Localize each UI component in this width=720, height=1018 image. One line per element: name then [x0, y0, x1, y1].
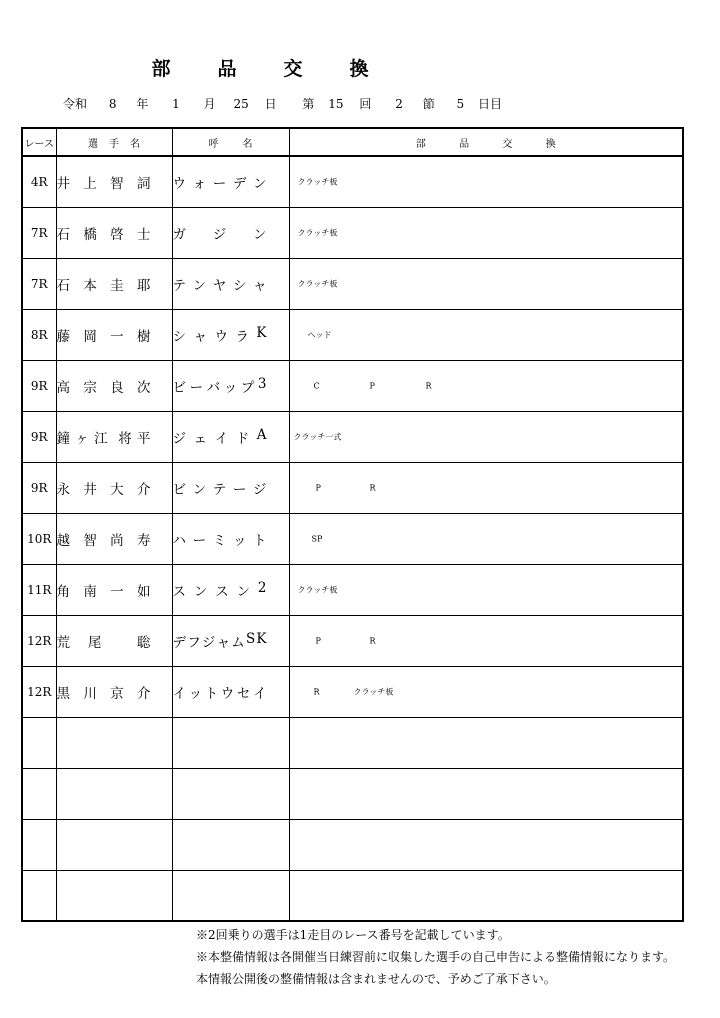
nickname-char: ー: [192, 532, 207, 549]
racer-name-char: 京: [110, 685, 124, 702]
table-row: [22, 156, 683, 207]
header-name-char: 選: [88, 138, 98, 150]
table-row: [22, 207, 683, 258]
racer-name-char: 智: [110, 175, 124, 192]
racer-name-char: 一: [110, 328, 124, 345]
session: 15: [328, 97, 344, 111]
footnote-line: ※2回乗りの選手は1走目のレース番号を記載しています。: [196, 928, 510, 942]
race-cell: 9R: [22, 411, 56, 462]
table-header-row: [22, 128, 683, 156]
racer-name-char: 江: [94, 430, 108, 447]
racer-name-cell: [56, 156, 172, 207]
header-parts-char: 交: [502, 138, 513, 150]
table-row: [22, 666, 683, 717]
nickname-char: テ: [212, 481, 227, 498]
nth-day-unit: 日目: [478, 97, 503, 111]
nickname-char: シ: [172, 328, 186, 345]
title-char: 交: [283, 58, 303, 80]
racer-name-char: 大: [110, 481, 124, 498]
year: 8: [108, 97, 117, 111]
nickname-char: イ: [172, 685, 186, 702]
nickname-char: ガ: [172, 226, 186, 243]
parts-cell: [289, 666, 683, 717]
nickname-char: ム: [231, 634, 245, 651]
racer-name-char: 黒: [56, 685, 70, 702]
nickname-char: ン: [236, 583, 251, 600]
nickname-char: バ: [206, 379, 221, 396]
parts-cell: [289, 819, 683, 870]
racer-name-char: 岡: [83, 328, 97, 345]
racer-name-char: 一: [110, 583, 124, 600]
part-entry: クラッチ板: [297, 177, 338, 187]
nickname-char: ジ: [201, 634, 216, 651]
nickname-char: ン: [253, 175, 267, 192]
racer-name-cell: [56, 360, 172, 411]
nickname-char: ッ: [232, 532, 247, 549]
part-entry: クラッチ板: [297, 585, 338, 594]
nickname-char: 2: [257, 579, 267, 596]
nickname-cell: [172, 513, 289, 564]
racer-name-char: 次: [136, 379, 151, 396]
nickname-cell: [172, 615, 289, 666]
racer-name: [57, 274, 151, 294]
racer-name-char: 鐘: [56, 430, 70, 447]
racer-name-char: 如: [136, 583, 151, 600]
parts-cell: [289, 513, 683, 564]
racer-name-char: 藤: [56, 328, 70, 345]
part-entry: R: [425, 381, 432, 390]
year-unit: 年: [136, 97, 149, 111]
racer-name-char: 南: [83, 583, 97, 600]
nickname: [173, 172, 267, 192]
nickname-char: ビ: [172, 481, 186, 498]
nickname-char: ビ: [172, 379, 186, 396]
nickname-char: デ: [232, 175, 247, 192]
parts-exchange-table: [21, 127, 684, 922]
race-cell: 11R: [22, 564, 56, 615]
racer-name-char: 石: [56, 226, 70, 243]
racer-name-char: 平: [136, 430, 151, 447]
nickname-char: テ: [172, 277, 186, 294]
parts-cell: [289, 360, 683, 411]
race-cell: 7R: [22, 258, 56, 309]
nickname-cell: [172, 207, 289, 258]
nickname-char: ド: [235, 430, 250, 447]
racer-name-cell: [56, 258, 172, 309]
racer-name: [57, 172, 151, 192]
nickname-char: フ: [187, 634, 201, 651]
nickname-char: ン: [193, 583, 208, 600]
parts-cell: [289, 870, 683, 921]
table-row: [22, 309, 683, 360]
racer-name-char: 川: [83, 685, 97, 702]
part-entry: P: [315, 483, 321, 492]
header-race: レース: [22, 128, 56, 156]
parts-cell: [289, 768, 683, 819]
nickname-char: ー: [212, 175, 227, 192]
nickname-char: ン: [192, 481, 207, 498]
nickname: [173, 682, 267, 702]
title-char: 品: [217, 58, 237, 80]
table-row: [22, 870, 683, 921]
table-row: [22, 258, 683, 309]
race-cell: 9R: [22, 360, 56, 411]
header-parts-char: 部: [415, 138, 426, 150]
part-entry: P: [369, 381, 375, 390]
nickname-char: デ: [172, 634, 186, 651]
table-row: [22, 360, 683, 411]
header-parts-char: 品: [459, 138, 470, 150]
table-row: [22, 768, 683, 819]
month: 1: [172, 97, 180, 111]
racer-name-cell: [56, 462, 172, 513]
header-name: [56, 128, 172, 156]
session-unit: 回: [359, 97, 372, 111]
race-cell: [22, 819, 56, 870]
nickname-char: ン: [192, 277, 207, 294]
header-name-char: 名: [130, 138, 140, 150]
racer-name: [57, 478, 151, 498]
nickname-char: ャ: [193, 328, 207, 345]
racer-name-char: 寿: [136, 532, 151, 549]
parts-cell: [289, 411, 683, 462]
part-entry: P: [315, 636, 321, 645]
racer-name-char: 尚: [110, 532, 124, 549]
racer-name-char: 上: [83, 175, 97, 192]
nickname-char: ャ: [216, 634, 231, 651]
racer-name-char: 永: [56, 481, 70, 498]
racer-name-char: 将: [118, 430, 132, 447]
nickname-char: ジ: [253, 481, 267, 498]
parts-cell: [289, 156, 683, 207]
nickname: [173, 274, 267, 294]
racer-name-cell: [56, 207, 172, 258]
nickname-char: イ: [214, 430, 229, 447]
nickname-char: ジ: [212, 226, 227, 243]
table-row: [22, 615, 683, 666]
part-entry: R: [369, 636, 376, 645]
nickname-char: ス: [172, 583, 186, 600]
part-entry: SP: [311, 534, 323, 543]
race-cell: 9R: [22, 462, 56, 513]
nickname-cell: [172, 360, 289, 411]
racer-name-char: 詞: [136, 175, 151, 192]
race-cell: [22, 870, 56, 921]
race-cell: 12R: [22, 666, 56, 717]
nickname: [173, 223, 267, 243]
nickname-char: ジ: [172, 430, 186, 447]
racer-name-char: 樹: [136, 328, 151, 345]
nickname-cell: [172, 309, 289, 360]
racer-name-char: 越: [56, 532, 70, 549]
nickname-char: 3: [257, 375, 267, 392]
nickname-char: シ: [232, 277, 247, 294]
racer-name-char: 尾: [87, 634, 102, 651]
nickname-char: ス: [215, 583, 229, 600]
racer-name: [57, 223, 151, 243]
title-char: 換: [349, 58, 369, 80]
nickname: [173, 427, 267, 447]
racer-name-char: 井: [56, 175, 70, 192]
parts-cell: [289, 462, 683, 513]
racer-name-char: 良: [110, 379, 124, 396]
racer-name-char: 宗: [83, 379, 97, 396]
nickname-char: ラ: [235, 328, 249, 345]
part-entry: R: [369, 483, 376, 492]
nickname-char: ト: [253, 532, 267, 549]
era: 令和: [63, 97, 88, 111]
nickname-char: ッ: [188, 685, 203, 702]
nickname-cell: [172, 156, 289, 207]
day-unit: 日: [264, 97, 277, 111]
footnote-line: 本情報公開後の整備情報は含まれませんので、予めご了承下さい。: [196, 972, 556, 986]
racer-name-cell: [56, 819, 172, 870]
nickname-char: ー: [232, 481, 247, 498]
racer-name: [57, 376, 151, 396]
racer-name-char: 荒: [56, 634, 70, 651]
section: 2: [395, 97, 403, 111]
parts-cell: [289, 564, 683, 615]
part-entry: C: [313, 381, 320, 390]
racer-name-char: 士: [136, 226, 151, 243]
nickname-char: ー: [189, 379, 204, 396]
racer-name-cell: [56, 564, 172, 615]
racer-name-cell: [56, 768, 172, 819]
racer-name-cell: [56, 411, 172, 462]
racer-name-char: 圭: [110, 277, 124, 294]
nickname: [173, 325, 267, 345]
part-entry: クラッチ板: [353, 687, 394, 696]
racer-name: [57, 580, 151, 600]
date-line: [63, 95, 502, 112]
racer-name: [57, 325, 151, 345]
nickname-char: ヤ: [212, 277, 227, 294]
nickname-cell: [172, 564, 289, 615]
part-entry: クラッチ板: [297, 228, 338, 237]
part-entry: クラッチ一式: [293, 432, 342, 441]
race-cell: [22, 768, 56, 819]
race-cell: 4R: [22, 156, 56, 207]
nth-day: 5: [456, 97, 465, 111]
nickname-char: ッ: [223, 379, 238, 396]
racer-name-char: 橋: [83, 226, 97, 243]
footnotes: [196, 924, 675, 990]
racer-name: [57, 427, 151, 447]
nickname: [173, 478, 267, 498]
nickname-cell: [172, 411, 289, 462]
nickname-char: プ: [240, 379, 255, 396]
parts-cell: [289, 207, 683, 258]
racer-name-cell: [56, 309, 172, 360]
racer-name-char: 啓: [110, 226, 124, 243]
race-cell: 7R: [22, 207, 56, 258]
racer-name-char: 角: [56, 583, 70, 600]
nickname-cell: [172, 717, 289, 768]
racer-name: [57, 631, 151, 651]
racer-name-char: 石: [56, 277, 70, 294]
nickname-char: ォ: [192, 175, 207, 192]
race-cell: [22, 717, 56, 768]
race-cell: 12R: [22, 615, 56, 666]
parts-cell: [289, 309, 683, 360]
race-cell: 10R: [22, 513, 56, 564]
nickname-char: S: [245, 630, 256, 647]
nickname-cell: [172, 870, 289, 921]
table-row: [22, 411, 683, 462]
nickname: [173, 631, 267, 651]
racer-name-char: 高: [56, 379, 70, 396]
nickname-char: A: [256, 426, 267, 443]
month-unit: 月: [203, 97, 216, 111]
parts-cell: [289, 717, 683, 768]
racer-name: [57, 682, 151, 702]
parts-cell: [289, 258, 683, 309]
part-entry: R: [313, 687, 320, 696]
nickname-cell: [172, 462, 289, 513]
nickname: [173, 376, 267, 396]
header-name-char: 手: [109, 138, 119, 150]
part-entry: クラッチ板: [297, 279, 338, 288]
nickname-char: K: [256, 630, 267, 647]
race-cell: 8R: [22, 309, 56, 360]
header-call: [172, 128, 289, 156]
nickname-cell: [172, 819, 289, 870]
header-call-char: 呼: [208, 138, 219, 150]
title-char: 部: [151, 58, 171, 80]
nickname-char: ハ: [172, 532, 186, 549]
page-title: [0, 54, 520, 81]
nickname-char: ェ: [193, 430, 208, 447]
nickname-cell: [172, 666, 289, 717]
racer-name-cell: [56, 615, 172, 666]
header-parts-char: 換: [545, 138, 556, 150]
racer-name-char: 聡: [136, 634, 151, 651]
nickname-char: ウ: [214, 328, 228, 345]
nickname-char: ウ: [172, 175, 186, 192]
nickname-cell: [172, 768, 289, 819]
racer-name-char: 井: [83, 481, 97, 498]
nickname-char: ト: [204, 685, 219, 702]
nickname-char: ン: [253, 226, 267, 243]
nickname-char: イ: [252, 685, 267, 702]
racer-name-cell: [56, 666, 172, 717]
nickname: [173, 529, 267, 549]
racer-name-char: ヶ: [75, 430, 89, 447]
footnote-line: ※本整備情報は各開催当日練習前に収集した選手の自己申告による整備情報になります。: [196, 950, 676, 964]
table-row: [22, 462, 683, 513]
racer-name-cell: [56, 513, 172, 564]
day: 25: [233, 97, 249, 111]
nickname-cell: [172, 258, 289, 309]
header-call-char: 名: [242, 138, 253, 150]
table-row: [22, 717, 683, 768]
table-row: [22, 513, 683, 564]
nickname: [173, 580, 267, 600]
nickname-char: ャ: [253, 277, 267, 294]
racer-name-cell: [56, 717, 172, 768]
parts-cell: [289, 615, 683, 666]
racer-name-char: 智: [83, 532, 97, 549]
racer-name-cell: [56, 870, 172, 921]
session-prefix: 第: [302, 97, 315, 111]
nickname-char: K: [256, 324, 267, 341]
table-row: [22, 564, 683, 615]
racer-name-char: 耶: [136, 277, 151, 294]
nickname-char: ウ: [220, 685, 235, 702]
nickname-char: セ: [236, 685, 251, 702]
nickname-char: ミ: [212, 532, 227, 549]
section-unit: 節: [422, 97, 435, 111]
racer-name-char: 本: [83, 277, 97, 294]
racer-name: [57, 529, 151, 549]
header-parts: [289, 128, 683, 156]
table-row: [22, 819, 683, 870]
racer-name-char: 介: [136, 685, 151, 702]
part-entry: ヘッド: [307, 330, 332, 339]
racer-name-char: 介: [136, 481, 151, 498]
